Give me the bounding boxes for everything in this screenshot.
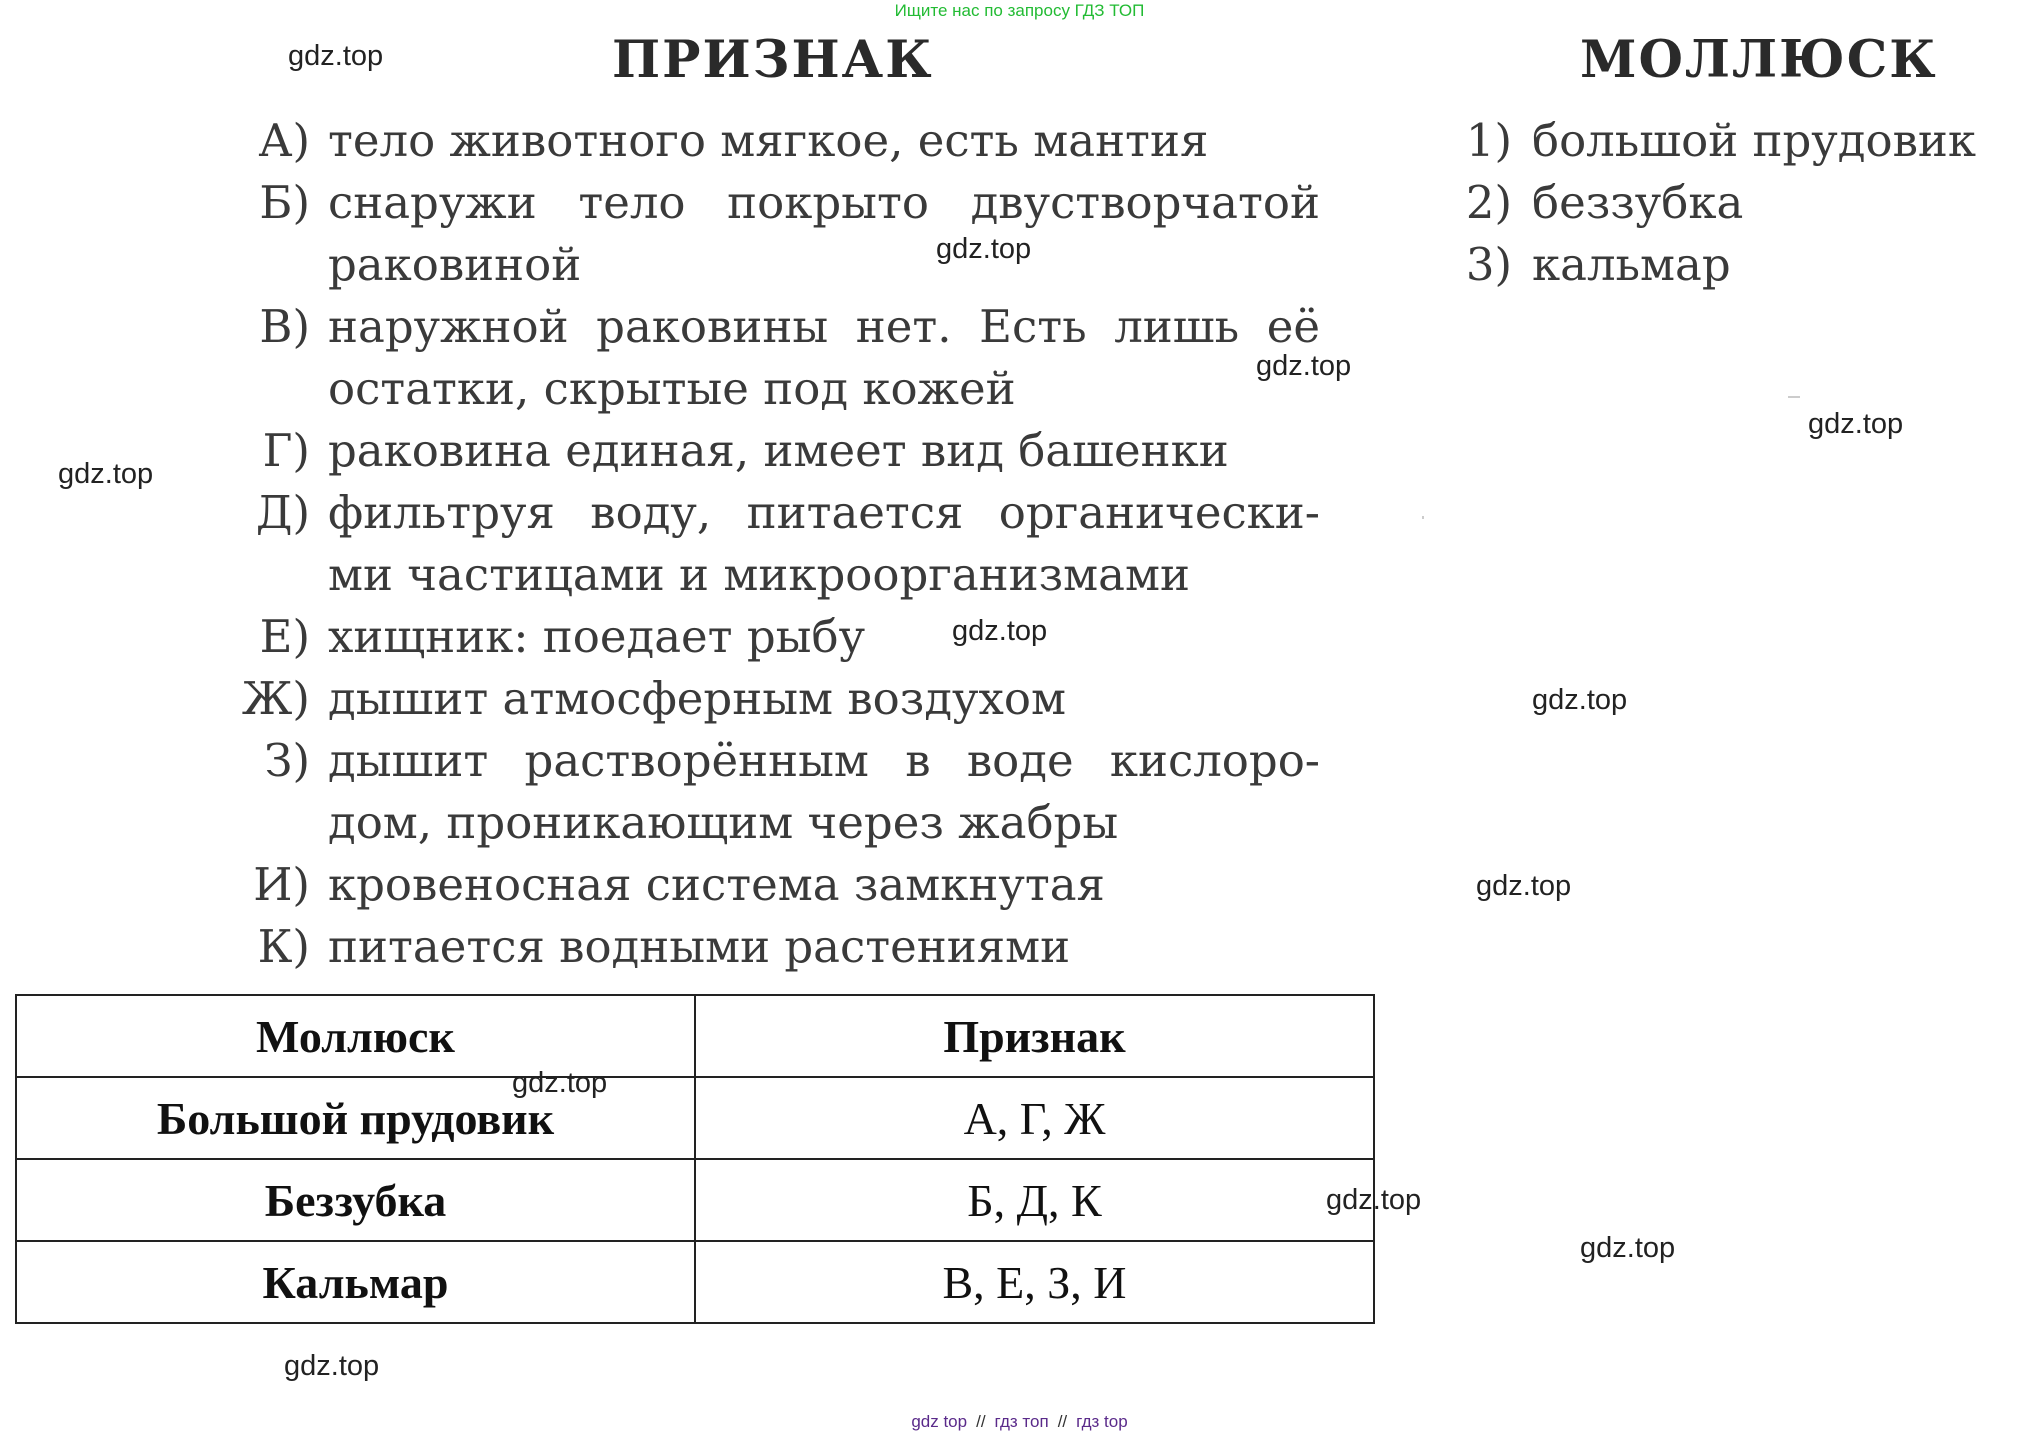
- footer-links: [0, 1412, 2039, 1432]
- footer-link[interactable]: гдз top: [1076, 1412, 1128, 1431]
- table-header-row: [16, 995, 1374, 1077]
- feature-item-k: [200, 916, 1320, 978]
- feature-letter: З): [264, 734, 310, 787]
- mollusk-number: 2): [1465, 176, 1512, 229]
- watermark: gdz.top: [58, 458, 154, 490]
- mollusk-name: беззубка: [1532, 176, 1744, 229]
- mollusk-item: [1440, 172, 1976, 234]
- feature-text: дышит атмосферным воздухом: [328, 672, 1066, 725]
- feature-item-d: [200, 482, 1320, 606]
- feature-heading: ПРИЗНАК: [612, 30, 934, 90]
- scan-speck: [1788, 396, 1800, 398]
- feature-item-e: [200, 606, 1320, 668]
- table-cell-mollusk: Беззубка: [16, 1159, 695, 1241]
- feature-list: [200, 110, 1320, 978]
- feature-text: снаружи тело покрыто двустворчатой раковиной: [328, 176, 1320, 291]
- table-row: [16, 1159, 1374, 1241]
- mollusk-name: большой прудовик: [1532, 114, 1977, 167]
- watermark: gdz.top: [1808, 408, 1904, 440]
- feature-item-z: [200, 730, 1320, 854]
- feature-text: питается водными растениями: [328, 920, 1071, 973]
- feature-text: хищник: поедает рыбу: [328, 610, 866, 663]
- feature-letter: Д): [255, 486, 310, 539]
- mollusk-item: [1440, 110, 1976, 172]
- watermark: gdz.top: [936, 233, 1032, 265]
- watermark: gdz.top: [1532, 684, 1628, 716]
- mollusk-list: [1440, 110, 1976, 296]
- mollusk-name: кальмар: [1532, 238, 1731, 291]
- feature-letter: Г): [262, 424, 310, 477]
- top-banner: Ищите нас по запросу ГДЗ ТОП: [894, 1, 1145, 20]
- watermark: gdz.top: [284, 1350, 380, 1382]
- footer-separator: //: [1057, 1412, 1068, 1431]
- scan-speck: [1422, 516, 1424, 519]
- feature-text: дышит растворённым в воде кислоро-дом, проникающим через жабры: [328, 734, 1320, 849]
- feature-letter: К): [257, 920, 310, 973]
- answer-table: [15, 994, 1375, 1324]
- feature-text: кровеносная система замкнутая: [328, 858, 1105, 911]
- feature-item-i: [200, 854, 1320, 916]
- feature-item-zh: [200, 668, 1320, 730]
- table-header-feature: Признак: [695, 995, 1374, 1077]
- table-row: [16, 1077, 1374, 1159]
- feature-item-v: [200, 296, 1320, 420]
- mollusk-number: 3): [1465, 238, 1512, 291]
- feature-text: фильтруя воду, питается органически-ми частицами и микроорганизмами: [328, 486, 1320, 601]
- table-cell-mollusk: Кальмар: [16, 1241, 695, 1323]
- watermark: gdz.top: [1326, 1184, 1422, 1216]
- mollusk-number: 1): [1465, 114, 1512, 167]
- feature-text: наружной раковины нет. Есть лишь её остатки, скрытые под кожей: [328, 300, 1320, 415]
- feature-letter: А): [258, 114, 310, 167]
- table-row: [16, 1241, 1374, 1323]
- watermark: gdz.top: [288, 40, 384, 72]
- feature-item-g: [200, 420, 1320, 482]
- feature-letter: Ж): [241, 672, 310, 725]
- watermark: gdz.top: [1580, 1232, 1676, 1264]
- feature-letter: Е): [259, 610, 310, 663]
- table-cell-features: В, Е, З, И: [695, 1241, 1374, 1323]
- feature-text: раковина единая, имеет вид башенки: [328, 424, 1229, 477]
- feature-text: тело животного мягкое, есть мантия: [328, 114, 1209, 167]
- watermark: gdz.top: [1476, 870, 1572, 902]
- feature-item-b: [200, 172, 1320, 296]
- table-cell-mollusk: Большой прудовик: [16, 1077, 695, 1159]
- footer-link[interactable]: гдз топ: [994, 1412, 1049, 1431]
- table-cell-features: Б, Д, К: [695, 1159, 1374, 1241]
- footer-link[interactable]: gdz top: [911, 1412, 968, 1431]
- watermark: gdz.top: [952, 615, 1048, 647]
- footer-separator: //: [976, 1412, 986, 1431]
- watermark: gdz.top: [512, 1067, 608, 1099]
- feature-item-a: [200, 110, 1320, 172]
- table-header-mollusk: Моллюск: [16, 995, 695, 1077]
- feature-letter: В): [259, 300, 310, 353]
- table-cell-features: А, Г, Ж: [695, 1077, 1374, 1159]
- feature-letter: Б): [259, 176, 310, 229]
- feature-letter: И): [253, 858, 310, 911]
- mollusk-heading: МОЛЛЮСК: [1580, 30, 1938, 90]
- watermark: gdz.top: [1256, 350, 1352, 382]
- mollusk-item: [1440, 234, 1976, 296]
